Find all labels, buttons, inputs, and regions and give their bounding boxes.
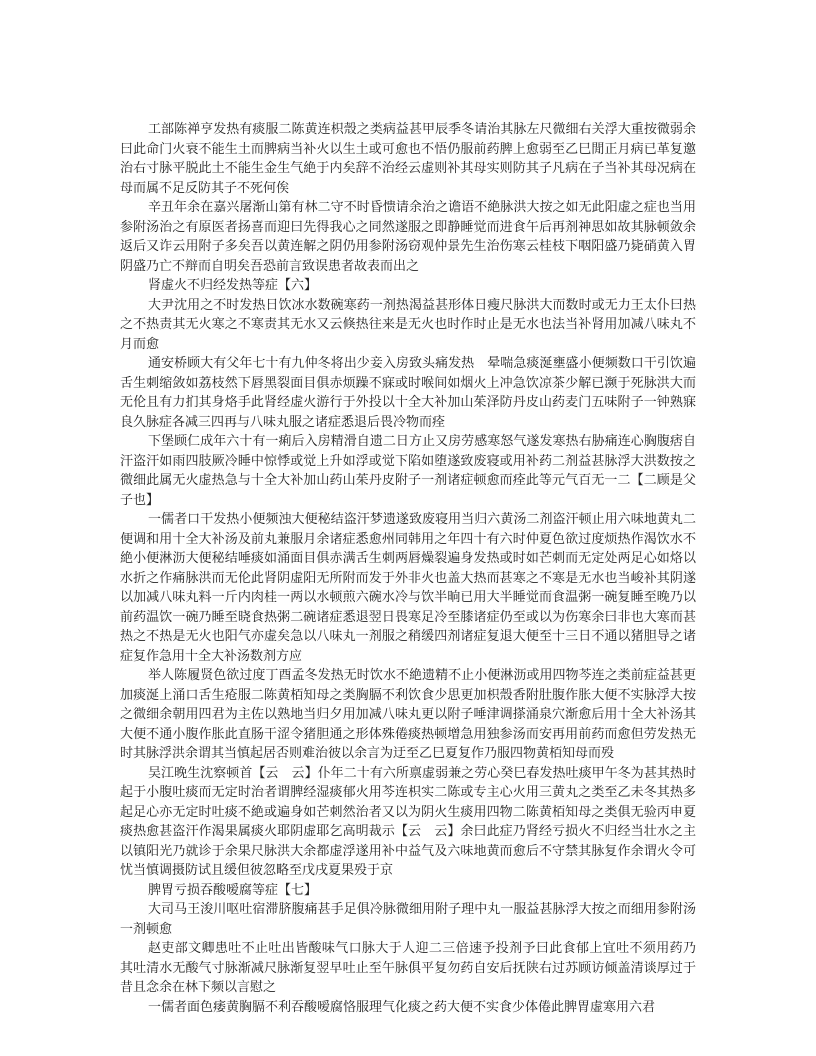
paragraph-lin-ershou: 辛丑年余在嘉兴屠渐山第有林二守不时昏愦请余治之谵语不絶脉洪大按之如无此阳虚之症也当用参附汤治之有原医者扬喜而迎曰先得我心之同然遂服之即静睡觉而进食午后再剂神思如故其脉顿敛余返后又诈云用附子多矣吾以黄连解之阴仍用参附汤窃观仲景先生治伤寒云桂枝下咽阳盛乃毙硝黄入胃阴盛乃亡不辩而自明矣吾恐前言致误患者故表而出之 [120, 200, 696, 274]
paragraph-wang-junchuan: 大司马王浚川呕吐宿滞脐腹痛甚手足俱冷脉微细用附子理中丸一服益甚脉浮大按之而细用参附汤一剂顿愈 [120, 902, 696, 937]
paragraph-gu-dayou: 通安桥顾大有父年七十有九仲冬将出少妾入房致头痛发热 晕喘急痰涎壅盛小便频数口干引饮遍舌生刺缩敛如荔枝然下唇黑裂面目俱赤烦躁不寐或时喉间如烟火上冲急饮凉茶少解已濒于死脉洪大而无伦且有力扪其身烙手此肾经虚火游行于外投以十全大补加山茱泽防丹皮山药麦门五味附子一钟熟寐良久脉症各减三四再与八味丸服之诸症悉退后畏冷物而痊 [120, 356, 696, 430]
paragraph-chen-lvxian: 举人陈履贤色欲过度丁酉孟冬发热无时饮水不絶遗精不止小便淋沥或用四物芩连之类前症益甚更加痰涎上涌口舌生疮服二陈黄栢知母之类胸膈不利饮食少思更加枳殼香附肚腹作胀大便不实脉浮大按之微细余朝用四君为主佐以熟地当归夕用加减八味丸更以附子唾津调搽涌泉穴渐愈后用十全大补汤其大便不通小腹作胀此直肠干涩令猪胆通之形体殊倦痰热顿增急用独参汤而安再用前药而愈但劳发热无时其脉浮洪余谓其当慎起居否则难治彼以余言为迂至乙巳夏复作乃服四物黄栢知母而殁 [120, 668, 696, 761]
section-heading-seven: 脾胃亏损吞酸嗳腐等症【七】 [148, 882, 318, 898]
section-heading-six: 肾虚火不归经发热等症【六】 [148, 278, 318, 293]
paragraph-zhao-wenqing: 赵吏部文卿患吐不止吐出皆酸味气口脉大于人迎二三倍速予投剂予曰此食郁上宜吐不须用药乃 其吐清水无酸气寸脉渐减尺脉渐复翌早吐止至午脉俱平复勿药自安后抚陕右过苏顾访倾盖清谈厚过于昔且念余在林下频以言慰之 [120, 941, 710, 995]
paragraph-gu-rencheng: 下堡顾仁成年六十有一痢后入房精滑自遗二日方止又房劳感寒怒气遂发寒热右胁痛连心胸腹痞自汗盗汗如雨四肢厥冷睡中惊悸或觉上升如浮或觉下陷如堕遂致废寝或用补药二剂益甚脉浮大洪数按之微细此属无火虚热急与十全大补加山药山茱丹皮附子一剂诸症顿愈而痊此等元气百无一二【二顾是父子也】 [120, 434, 696, 508]
paragraph-scholar-one: 一儒者口干发热小便频浊大便秘结盗汗梦遗遂致废寝用当归六黄汤二剂盗汗顿止用六味地黄丸二便调和用十全大补汤及前丸兼服月余诸症悉愈州同韩用之年四十有六时仲夏色欲过度烦热作渴饮水不絶小便淋沥大便秘结唾痰如涌面目俱赤满舌生刺两唇燥裂遍身发热或时如芒刺而无定处两足心如烙以水折之作痛脉洪而无伦此肾阴虚阳无所附而发于外非火也盖大热而甚寒之不寒是无水也当峻补其阴遂以加减八味丸料一斤内肉桂一两以水顿煎六碗水冷与饮半晌已用大半睡觉而食温粥一碗复睡至晚乃以前药温饮一碗乃睡至晓食热粥二碗诸症悉退翌日畏寒足冷至膝诸症仍至或以为伤寒余曰非也大寒而甚热之不热是无火也阳气亦虚矣急以八味丸一剂服之稍缓四剂诸症复退大便至十三日不通以猪胆导之诸症复作急用十全大补汤数剂方应 [120, 512, 696, 664]
paragraph-chen-chanheng: 工部陈禅亨发热有痰服二陈黄连枳殼之类病益甚甲辰季冬请治其脉左尺微细右关浮大重按微弱余曰此命门火衰不能生土而脾病当补火以生土或可愈也不悟仍服前药脾上愈弱至乙巳閒正月病已革复邀治右寸脉平脱此土不能生金生气絶于内矣辞不治经云虚则补其母实则防其子凡病在子当补其母况病在母而属不足反防其子不死何俟 [120, 122, 696, 196]
paragraph-shen-cha: 吴江晚生沈察顿首【云 云】仆年二十有六所禀虚弱兼之劳心癸巳春发热吐痰甲午冬为甚其热时起于小腹吐痰而无定时治者谓脾经湿痰郁火用芩连枳实二陈或专主心火用三黄丸之类至乙未冬其热多起足心亦无定时吐痰不絶或遍身如芒刺然治者又以为阴火生痰用四物二陈黄栢知母之类俱无验丙申夏痰热愈甚盗汗作渴果属痰火耶阴虚耶乞高明裁示【云 云】余曰此症乃肾经亏损火不归经当壮水之主以镇阳光乃就诊于余果尺脉洪大余都虚浮遂用补中益气及六味地黄而愈后不守禁其脉复作余谓火令可忧当慎调摄防试且缓但彼忽略至戊戌夏果殁于京 [120, 765, 696, 878]
paragraph-scholar-two: 一儒者面色痿黄胸膈不利吞酸嗳腐恪服理气化痰之药大便不实食少体倦此脾胃虚寒用六君 [148, 999, 656, 1015]
paragraph-shen-yongzhi: 大尹沈用之不时发热日饮冰水数碗寒药一剂热渴益甚形体日瘦尺脉洪大而数时或无力王太仆曰热之不热责其无火寒之不寒责其无水又云倏热往来是无火也时作时止是无水也法当补肾用加减八味丸不月而愈 [120, 297, 696, 352]
document-page [120, 120, 710, 1017]
